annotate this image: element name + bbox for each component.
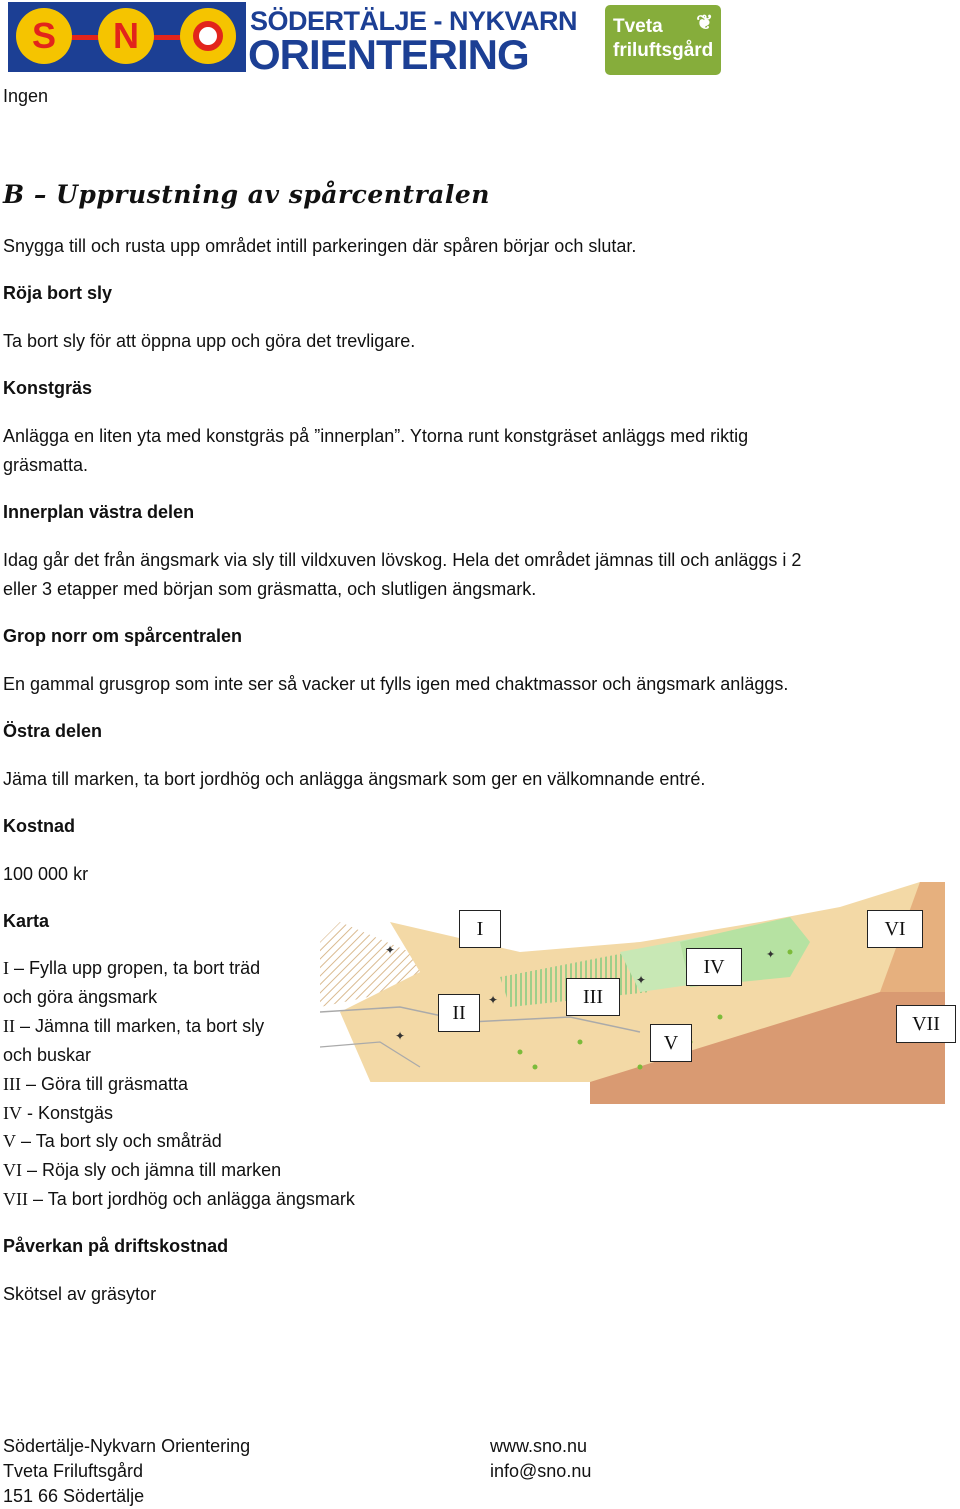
sno-letter-s: S bbox=[16, 8, 72, 64]
legend-text: – Fylla upp gropen, ta bort träd bbox=[9, 958, 261, 978]
heading-konstgras: Konstgräs bbox=[3, 378, 93, 398]
section-title: B – Upprustning av spårcentralen bbox=[3, 180, 490, 209]
sno-letter-o bbox=[180, 8, 236, 64]
legend-item bbox=[3, 1131, 222, 1152]
legend-num: IV bbox=[3, 1103, 22, 1123]
tveta-logo bbox=[605, 5, 721, 75]
map-label-iv: IV bbox=[686, 948, 742, 986]
svg-text:✦: ✦ bbox=[766, 949, 776, 961]
footer-website-link[interactable]: www.sno.nu bbox=[490, 1436, 588, 1456]
sno-logo-badge bbox=[8, 2, 246, 72]
heading-ostra: Östra delen bbox=[3, 721, 103, 741]
legend-num: II bbox=[3, 1016, 15, 1036]
sno-letter-n: N bbox=[98, 8, 154, 64]
text-konstgras-line2: gräsmatta. bbox=[3, 455, 89, 475]
text-kostnad: 100 000 kr bbox=[3, 864, 89, 884]
footer-address-line1: Tveta Friluftsgård bbox=[3, 1461, 144, 1481]
legend-text: och göra ängsmark bbox=[3, 987, 158, 1007]
heading-grop: Grop norr om spårcentralen bbox=[3, 626, 243, 646]
svg-text:✦: ✦ bbox=[488, 993, 499, 1007]
legend-num: III bbox=[3, 1074, 21, 1094]
legend-item bbox=[3, 987, 157, 1008]
leaf-icon: ❦ bbox=[696, 12, 713, 34]
legend-text: – Jämna till marken, ta bort sly bbox=[15, 1016, 265, 1036]
heading-innerplan: Innerplan västra delen bbox=[3, 502, 195, 522]
site-map bbox=[320, 882, 945, 1104]
footer-org-name: Södertälje-Nykvarn Orientering bbox=[3, 1436, 251, 1456]
legend-num: VI bbox=[3, 1160, 22, 1180]
footer-email-link[interactable]: info@sno.nu bbox=[490, 1461, 592, 1481]
legend-text: – Röja sly och jämna till marken bbox=[22, 1160, 282, 1180]
sno-logo-title-line2: ORIENTERING bbox=[248, 31, 529, 78]
sno-logo-title-line1: SÖDERTÄLJE - NYKVARN bbox=[250, 6, 578, 36]
heading-karta: Karta bbox=[3, 911, 50, 931]
sno-letter-o-text bbox=[193, 21, 223, 51]
legend-text: – Göra till gräsmatta bbox=[20, 1074, 189, 1094]
svg-text:✦: ✦ bbox=[385, 943, 396, 957]
legend-num: V bbox=[3, 1131, 16, 1151]
heading-roja-sly: Röja bort sly bbox=[3, 283, 113, 303]
text-innerplan-line1: Idag går det från ängsmark via sly till vildxuven lövskog. Hela det området jämnas till och anläggs i 2 bbox=[3, 550, 802, 570]
text-konstgras-line1: Anlägga en liten yta med konstgräs på ”innerplan”. Ytorna runt konstgräset anläggs med riktig bbox=[3, 426, 749, 446]
tveta-logo-line2: friluftsgård bbox=[613, 40, 714, 61]
heading-paverkan: Påverkan på driftskostnad bbox=[3, 1236, 229, 1256]
map-label-v: V bbox=[650, 1024, 692, 1062]
legend-text: – Ta bort sly och småträd bbox=[16, 1131, 222, 1151]
legend-item bbox=[3, 1074, 188, 1095]
svg-text:✦: ✦ bbox=[636, 973, 647, 987]
tveta-logo-line1: Tveta bbox=[613, 16, 663, 37]
legend-item bbox=[3, 1189, 355, 1210]
legend-item bbox=[3, 1160, 281, 1181]
legend-text: - Konstgäs bbox=[22, 1103, 114, 1123]
text-paverkan: Skötsel av gräsytor bbox=[3, 1284, 157, 1304]
map-label-ii: II bbox=[438, 994, 480, 1032]
legend-item bbox=[3, 1045, 91, 1066]
legend-text: – Ta bort jordhög och anlägga ängsmark bbox=[28, 1189, 355, 1209]
heading-kostnad: Kostnad bbox=[3, 816, 75, 836]
legend-num: I bbox=[3, 958, 9, 978]
legend-item bbox=[3, 958, 260, 979]
map-label-i: I bbox=[459, 910, 501, 948]
text-innerplan-line2: eller 3 etapper med början som gräsmatta, och slutligen ängsmark. bbox=[3, 579, 537, 599]
section-lead: Snygga till och rusta upp området intill parkeringen där spåren börjar och slutar. bbox=[3, 236, 637, 256]
legend-num: VII bbox=[3, 1189, 28, 1209]
legend-item bbox=[3, 1103, 113, 1124]
map-label-vi: VI bbox=[867, 910, 923, 948]
map-label-vii: VII bbox=[896, 1005, 956, 1043]
legend-text: och buskar bbox=[3, 1045, 92, 1065]
map-label-iii: III bbox=[566, 978, 620, 1016]
legend-item bbox=[3, 1016, 264, 1037]
text-grop: En gammal grusgrop som inte ser så vacker ut fylls igen med chaktmassor och ängsmark anläggs. bbox=[3, 674, 789, 694]
site-map-graphic bbox=[320, 882, 945, 1104]
svg-text:✦: ✦ bbox=[395, 1029, 406, 1043]
text-ostra: Jäma till marken, ta bort jordhög och anlägga ängsmark som ger en välkomnande entré. bbox=[3, 769, 706, 789]
text-roja-sly: Ta bort sly för att öppna upp och göra det trevligare. bbox=[3, 331, 416, 351]
intro-text: Ingen bbox=[3, 86, 49, 106]
footer-address-line2: 151 66 Södertälje bbox=[3, 1486, 145, 1506]
